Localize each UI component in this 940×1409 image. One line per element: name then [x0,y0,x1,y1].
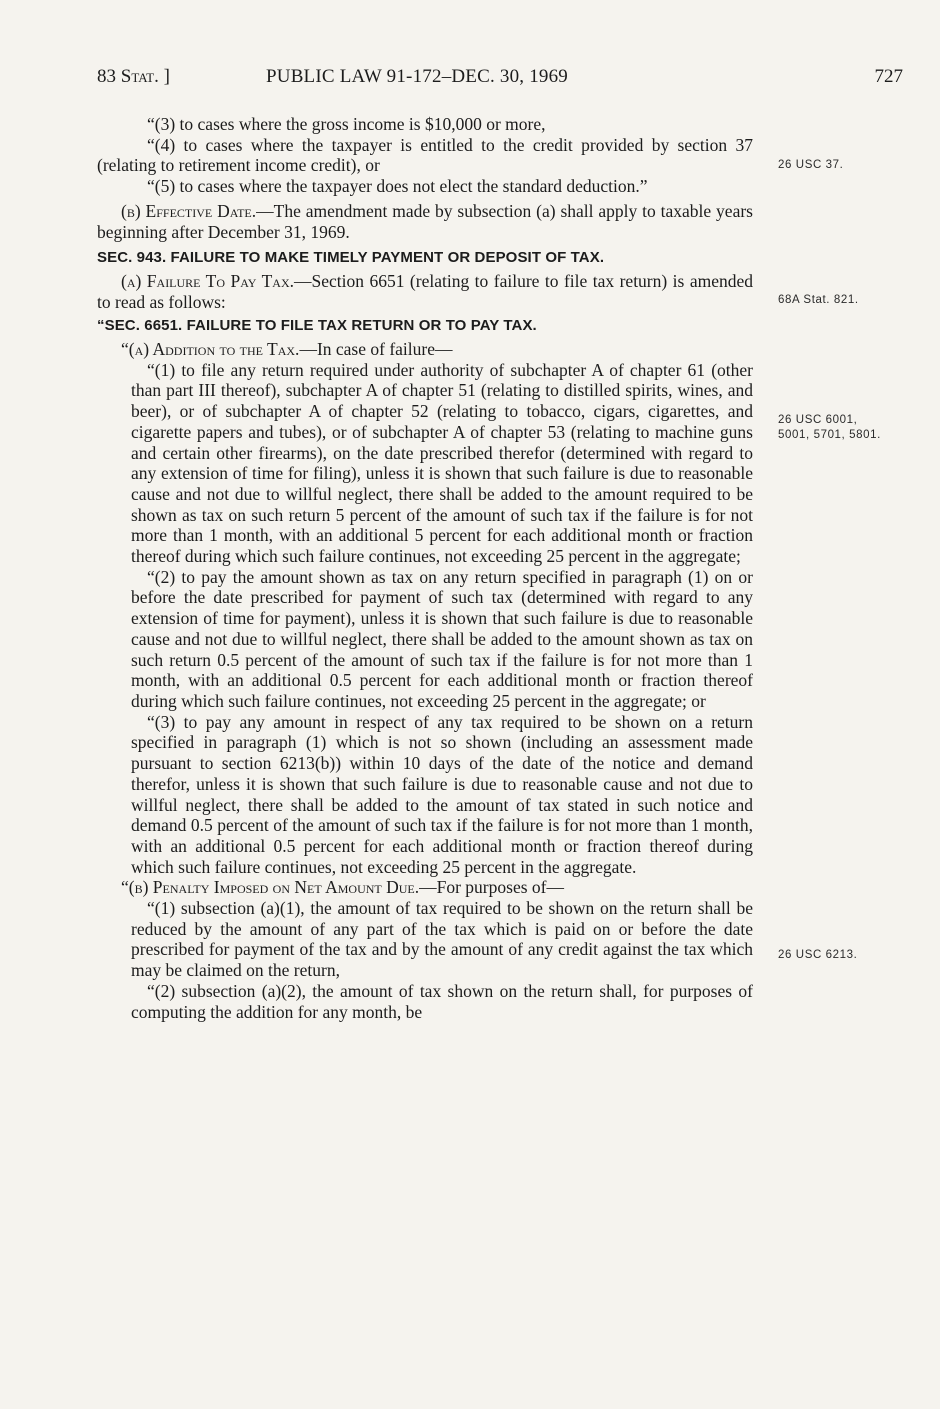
paragraph-a2: “(2) to pay the amount shown as tax on any return specified in paragraph (1) on or before the date prescribed for payment of such tax (determined with regard to any extension of time for payment), unless it is shown that such failure is due to reasonable cause and not due to willful neglect, there shall be added to the amount shown as tax on such return 0.5 percent of the amount of such tax if the failure is for not more than 1 month, with an additional 0.5 percent for each additional month or fraction thereof during which such failure continues, not exceeding 25 percent in the aggregate; or [131,566,753,711]
margin-note-26-usc-6213: 26 USC 6213. [778,949,858,961]
margin-note-line-2: 5001, 5701, 5801. [778,429,881,441]
law-title: PUBLIC LAW 91-172–DEC. 30, 1969 [266,66,568,87]
section-943-heading: SEC. 943. FAILURE TO MAKE TIMELY PAYMENT OR DEPOSIT OF TAX. [97,249,605,267]
paragraph-effective-date [97,201,753,242]
paragraph-penalty-net-amount [97,877,753,898]
penalty-text: —For purposes of— [419,877,564,898]
failure-to-pay-heading: (a) Failure To Pay Tax. [121,270,294,291]
page-number: 727 [874,66,903,87]
margin-note-68a-stat-821: 68A Stat. 821. [778,294,859,306]
paragraph-failure-to-pay [97,271,753,312]
paragraph-b2: “(2) subsection (a)(2), the amount of tax shown on the return shall, for purposes of computing the addition for any month, be [131,980,753,1022]
margin-note-26-usc-37: 26 USC 37. [778,159,844,171]
addition-to-tax-text: —In case of failure— [299,339,453,360]
paragraph-a3: “(3) to pay any amount in respect of any tax required to be shown on a return specified in paragraph (1) which is not so shown (including an assessment made pursuant to section 6213(b)) within 10 days of the date of the notice and demand therefor, unless it is shown that such failure is due to reasonable cause and not due to willful neglect, there shall be added to the amount of tax stated in such notice and demand 0.5 percent of the amount of such tax if the failure is for not more than 1 month, with an additional 0.5 percent for each additional month or fraction thereof during which such failure continues, not exceeding 25 percent in the aggregate. [131,711,753,877]
paragraph-b1: “(1) subsection (a)(1), the amount of tax required to be shown on the return shall be reduced by the amount of any part of the tax which is paid on or before the date prescribed for payment of the tax and by the amount of any credit against the tax which may be claimed on the return, [131,898,753,981]
section-6651-heading: “SEC. 6651. FAILURE TO FILE TAX RETURN OR TO PAY TAX. [97,317,537,335]
paragraph-addition-to-tax [97,339,753,360]
statute-volume: 83 Stat. ] [97,66,170,87]
margin-note-line-1: 26 USC 6001, [778,414,858,426]
paragraph-item-3: “(3) to cases where the gross income is $10,000 or more, [147,114,546,134]
penalty-heading: “(b) Penalty Imposed on Net Amount Due. [121,877,420,898]
effective-date-heading: (b) Effective Date. [121,200,257,221]
addition-to-tax-heading: “(a) Addition to the Tax. [121,339,300,360]
margin-note-26-usc-6001 [778,413,881,443]
effective-date-text: —The amendment made by subsection (a) shall apply to taxable years beginning after December 31, 1969. [97,200,753,242]
paragraph-item-5: “(5) to cases where the taxpayer does not elect the standard deduction.” [147,176,648,197]
page-header [97,66,903,96]
paragraph-item-4: “(4) to cases where the taxpayer is entitled to the credit provided by section 37 (relating to retirement income credit), or [97,134,753,176]
main-text-column [97,114,753,1022]
failure-to-pay-text: —Section 6651 (relating to failure to file tax return) is amended to read as follows: [97,270,753,312]
paragraph-a1: “(1) to file any return required under authority of subchapter A of chapter 61 (other than part III thereof), subchapter A of chapter 51 (relating to distilled spirits, wines, and beer), or of subchapter A of chapter 52 (relating to tobacco, cigars, cigarettes, and cigarette papers and tubes), or of subchapter A of chapter 53 (relating to machine guns and certain other firearms), on the date prescribed therefor (determined with regard to any extension of time for filing), unless it is shown that such failure is due to reasonable cause and not due to willful neglect, there shall be added to the amount required to be shown as tax on such return 5 percent of the amount of such tax if the failure is for not more than 1 month, with an additional 5 percent for each additional month or fraction thereof during which such failure continues, not exceeding 25 percent in the aggregate; [131,359,753,567]
